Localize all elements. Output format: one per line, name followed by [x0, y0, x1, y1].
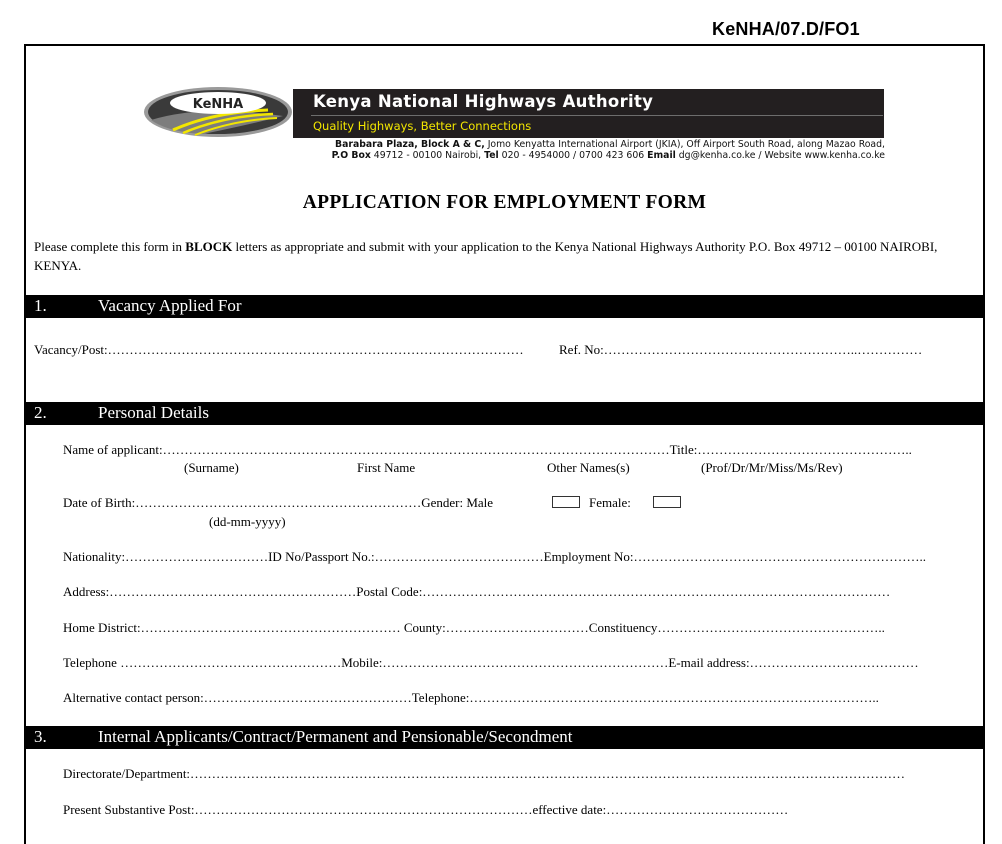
date-format-hint: (dd-mm-yyyy)	[209, 514, 286, 529]
section-title: Vacancy Applied For	[98, 296, 242, 315]
section-header-internal-applicants	[24, 726, 985, 749]
banner-rule	[311, 115, 883, 116]
section-number: 2.	[34, 403, 47, 422]
name-of-applicant-field[interactable]: Name of applicant:………………………………………………………………………………………………………Title:…………………………………………..	[63, 442, 912, 457]
organization-tagline: Quality Highways, Better Connections	[313, 119, 532, 133]
section-header-vacancy	[24, 295, 985, 318]
section-number: 3.	[34, 727, 47, 746]
address-postal-code-field[interactable]: Address:…………………………………………………Postal Code:………………………………………………………………………………………………	[63, 584, 891, 599]
present-substantive-post-field[interactable]: Present Substantive Post:……………………………………………………………………effective date:……………………………………	[63, 802, 789, 817]
section-header-personal-details	[24, 402, 985, 425]
gender-female-checkbox[interactable]	[653, 496, 681, 508]
surname-hint: (Surname)	[184, 460, 239, 475]
document-reference-code: KeNHA/07.D/FO1	[712, 19, 860, 39]
female-label: Female:	[589, 495, 631, 510]
form-instructions: Please complete this form in BLOCK letters as appropriate and submit with your application to the Kenya National Highways Authority P.O. Box 49712 – 00100 NAIROBI, KENYA.	[34, 239, 938, 273]
section-title: Personal Details	[98, 403, 209, 422]
form-title: APPLICATION FOR EMPLOYMENT FORM	[302, 192, 707, 213]
first-name-hint: First Name	[357, 460, 416, 475]
kenha-logo-icon	[143, 86, 298, 138]
title-options-hint: (Prof/Dr/Mr/Miss/Ms/Rev)	[701, 460, 843, 475]
nationality-id-employment-field[interactable]: Nationality:……………………………ID No/Passport No.:…………………………………Employment No:…………………………………………………………..	[63, 549, 927, 564]
svg-text:KeNHA: KeNHA	[192, 97, 244, 112]
other-names-hint: Other Names(s)	[547, 460, 630, 475]
date-of-birth-field[interactable]: Date of Birth:…………………………………………………………Gender: Male	[63, 495, 494, 510]
district-county-constituency-field[interactable]: Home District:…………………………………………………… County:……………………………Constituency……………………………………………..	[63, 620, 885, 635]
ref-no-field[interactable]: Ref. No:…………………………………………………..……………	[559, 342, 923, 357]
section-number: 1.	[34, 296, 47, 315]
vacancy-post-field[interactable]: Vacancy/Post:……………………………………………………………………………………	[34, 342, 524, 357]
directorate-department-field[interactable]: Directorate/Department:…………………………………………………………………………………………………………………………………………………	[63, 766, 906, 781]
telephone-mobile-email-field[interactable]: Telephone ……………………………………………Mobile:…………………………………………………………E-mail address:…………………………………	[63, 655, 919, 670]
alternative-contact-field[interactable]: Alternative contact person:…………………………………………Telephone:…………………………………………………………………………………..	[63, 690, 879, 705]
organization-address: Barabara Plaza, Block A & C, Jomo Kenyatta International Airport (JKIA), Off Airport South Road, along Mazao Road, P.O Box 49712 - 00100 Nairobi, Tel 020 - 4954000 / 0700 423 606 Email dg@kenha.co.ke / Website www.kenha.co.ke	[331, 139, 885, 161]
organization-name: Kenya National Highways Authority	[313, 92, 654, 111]
letterhead	[143, 86, 884, 138]
section-title: Internal Applicants/Contract/Permanent and Pensionable/Secondment	[98, 727, 573, 746]
gender-male-checkbox[interactable]	[552, 496, 580, 508]
